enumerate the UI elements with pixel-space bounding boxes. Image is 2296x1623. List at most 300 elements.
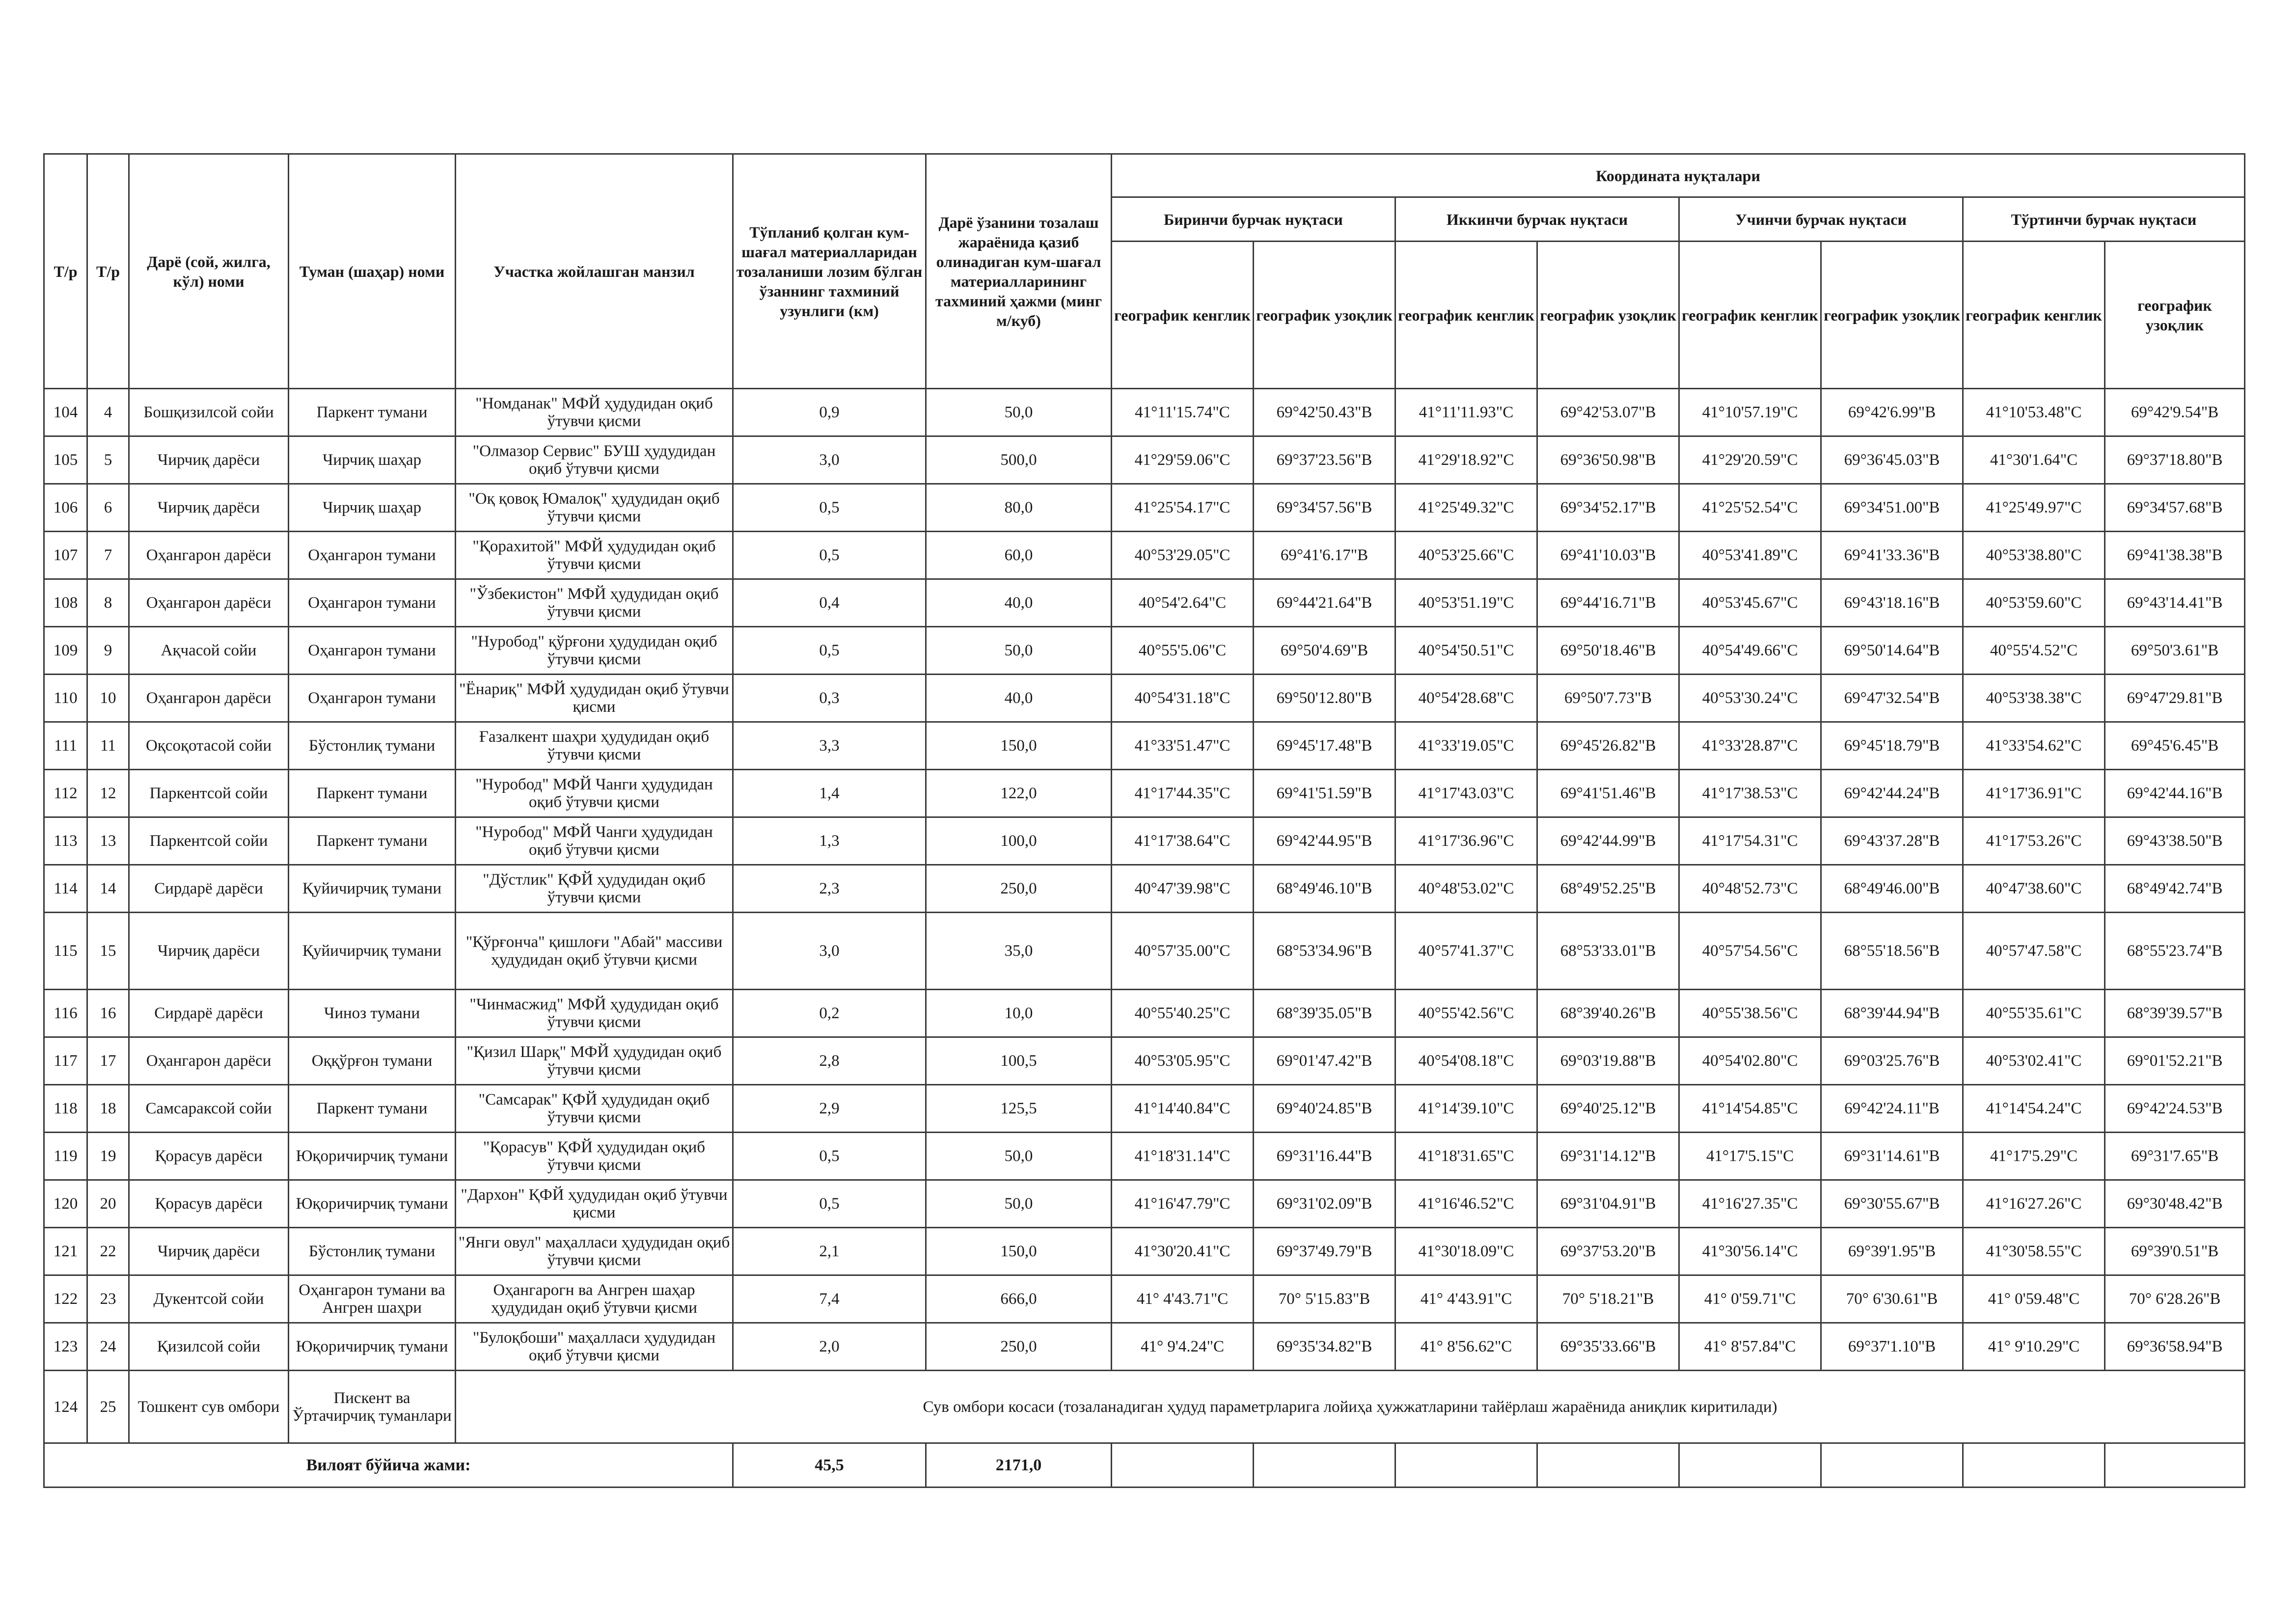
row-number: 113 — [44, 817, 87, 865]
point-1-lat: 41°14'40.84"С — [1112, 1085, 1254, 1133]
site-address: "Ўзбекистон" МФЙ ҳудудидан оқиб ўтувчи қисми — [456, 579, 733, 627]
row-number: 104 — [44, 389, 87, 436]
point-4-lat: 41°17'5.29"С — [1963, 1133, 2105, 1180]
table-row — [44, 1180, 2245, 1228]
length-km: 3,0 — [733, 436, 926, 484]
col-header-point-3: Учинчи бурчак нуқтаси — [1679, 197, 1963, 242]
river-name: Қорасув дарёси — [129, 1133, 289, 1180]
point-1-lon: 69°37'23.56"В — [1254, 436, 1395, 484]
point-2-lat: 41°16'46.52"С — [1395, 1180, 1537, 1228]
river-name: Чирчиқ дарёси — [129, 484, 289, 532]
point-1-lat: 40°54'31.18"С — [1112, 675, 1254, 722]
point-3-lat: 41°17'5.15"С — [1679, 1133, 1821, 1180]
table-row — [44, 990, 2245, 1037]
col-header-coords: Координата нуқталари — [1112, 154, 2245, 197]
site-address: "Қорахитой" МФЙ ҳудудидан оқиб ўтувчи қисми — [456, 532, 733, 579]
row-number: 119 — [44, 1133, 87, 1180]
point-4-lon: 69°50'3.61"В — [2105, 627, 2245, 675]
table-row — [44, 484, 2245, 532]
point-3-lat: 41°33'28.87"С — [1679, 722, 1821, 770]
point-3-lon: 69°34'51.00"В — [1821, 484, 1963, 532]
point-1-lon: 69°40'24.85"В — [1254, 1085, 1395, 1133]
district-name: Чирчиқ шаҳар — [289, 484, 456, 532]
point-3-lat: 41°29'20.59"С — [1679, 436, 1821, 484]
point-3-lon: 69°31'14.61"В — [1821, 1133, 1963, 1180]
row-subnumber: 7 — [87, 532, 129, 579]
point-4-lat: 40°55'4.52"С — [1963, 627, 2105, 675]
table-row — [44, 579, 2245, 627]
point-1-lon: 69°34'57.56"В — [1254, 484, 1395, 532]
point-1-lat: 41°16'47.79"С — [1112, 1180, 1254, 1228]
row-subnumber: 12 — [87, 770, 129, 817]
district-name: Оҳангарон тумани — [289, 532, 456, 579]
river-name: Самсараксой сойи — [129, 1085, 289, 1133]
table-row — [44, 1133, 2245, 1180]
point-2-lat: 40°54'50.51"С — [1395, 627, 1537, 675]
point-4-lat: 41°10'53.48"С — [1963, 389, 2105, 436]
point-4-lat: 40°53'59.60"С — [1963, 579, 2105, 627]
point-2-lon: 69°50'7.73"В — [1537, 675, 1679, 722]
col-header-lon: географик узоқлик — [1821, 242, 1963, 389]
table-row — [44, 1323, 2245, 1371]
point-1-lat: 40°55'40.25"С — [1112, 990, 1254, 1037]
point-1-lon: 69°44'21.64"В — [1254, 579, 1395, 627]
point-4-lon: 69°42'44.16"В — [2105, 770, 2245, 817]
point-3-lon: 69°50'14.64"В — [1821, 627, 1963, 675]
row-subnumber: 18 — [87, 1085, 129, 1133]
col-header-lon: географик узоқлик — [1254, 242, 1395, 389]
row-number: 111 — [44, 722, 87, 770]
length-km: 0,5 — [733, 532, 926, 579]
site-address: "Қорасув" ҚФЙ ҳудудидан оқиб ўтувчи қисми — [456, 1133, 733, 1180]
point-2-lon: 69°03'19.88"В — [1537, 1037, 1679, 1085]
point-4-lat: 40°57'47.58"С — [1963, 913, 2105, 990]
total-label: Вилоят бўйича жами: — [44, 1443, 733, 1488]
length-km: 7,4 — [733, 1275, 926, 1323]
row-subnumber: 14 — [87, 865, 129, 913]
col-header-tr1: Т/р — [44, 154, 87, 389]
volume-thousand-m3: 100,0 — [926, 817, 1112, 865]
total-empty-cell — [2105, 1443, 2245, 1488]
point-3-lat: 41°16'27.35"С — [1679, 1180, 1821, 1228]
point-2-lat: 40°53'51.19"С — [1395, 579, 1537, 627]
row-number: 109 — [44, 627, 87, 675]
point-4-lon: 69°34'57.68"В — [2105, 484, 2245, 532]
col-header-lat: географик кенглик — [1395, 242, 1537, 389]
point-3-lon: 68°49'46.00"В — [1821, 865, 1963, 913]
point-2-lon: 69°31'14.12"В — [1537, 1133, 1679, 1180]
point-4-lat: 40°53'38.80"С — [1963, 532, 2105, 579]
point-4-lon: 68°39'39.57"В — [2105, 990, 2245, 1037]
table-row — [44, 1275, 2245, 1323]
point-2-lon: 69°44'16.71"В — [1537, 579, 1679, 627]
district-name: Чирчиқ шаҳар — [289, 436, 456, 484]
point-1-lon: 68°39'35.05"В — [1254, 990, 1395, 1037]
volume-thousand-m3: 150,0 — [926, 722, 1112, 770]
length-km: 0,2 — [733, 990, 926, 1037]
point-3-lat: 41°14'54.85"С — [1679, 1085, 1821, 1133]
reservoir-row — [44, 1371, 2245, 1443]
point-3-lat: 40°53'45.67"С — [1679, 579, 1821, 627]
point-3-lon: 69°42'24.11"В — [1821, 1085, 1963, 1133]
row-subnumber: 17 — [87, 1037, 129, 1085]
point-3-lat: 41°10'57.19"С — [1679, 389, 1821, 436]
river-name: Оҳангарон дарёси — [129, 675, 289, 722]
row-subnumber: 23 — [87, 1275, 129, 1323]
col-header-lon: географик узоқлик — [1537, 242, 1679, 389]
row-subnumber: 22 — [87, 1228, 129, 1275]
total-empty-cell — [1537, 1443, 1679, 1488]
point-4-lon: 69°30'48.42"В — [2105, 1180, 2245, 1228]
river-name: Чирчиқ дарёси — [129, 1228, 289, 1275]
table-row — [44, 1228, 2245, 1275]
length-km: 2,8 — [733, 1037, 926, 1085]
point-3-lat: 40°48'52.73"С — [1679, 865, 1821, 913]
table-row — [44, 770, 2245, 817]
point-2-lat: 41°25'49.32"С — [1395, 484, 1537, 532]
point-3-lon: 69°39'1.95"В — [1821, 1228, 1963, 1275]
point-2-lon: 69°36'50.98"В — [1537, 436, 1679, 484]
district-name: Пискент ва Ўртачирчиқ туманлари — [289, 1371, 456, 1443]
table-row — [44, 532, 2245, 579]
site-address: "Қизил Шарқ" МФЙ ҳудудидан оқиб ўтувчи қисми — [456, 1037, 733, 1085]
point-3-lat: 41°17'54.31"С — [1679, 817, 1821, 865]
point-1-lon: 69°45'17.48"В — [1254, 722, 1395, 770]
point-2-lat: 41°29'18.92"С — [1395, 436, 1537, 484]
total-row — [44, 1443, 2245, 1488]
point-2-lat: 40°48'53.02"С — [1395, 865, 1537, 913]
site-address: "Оқ қовоқ Юмалоқ" ҳудудидан оқиб ўтувчи қисми — [456, 484, 733, 532]
point-4-lon: 68°49'42.74"В — [2105, 865, 2245, 913]
volume-thousand-m3: 40,0 — [926, 579, 1112, 627]
point-2-lat: 41°33'19.05"С — [1395, 722, 1537, 770]
point-4-lon: 69°31'7.65"В — [2105, 1133, 2245, 1180]
length-km: 0,5 — [733, 484, 926, 532]
col-header-volume: Дарё ўзанини тозалаш жараёнида қазиб олинадиган кум-шағал материалларининг тахминий ҳажми (минг м/куб) — [926, 154, 1112, 389]
district-name: Паркент тумани — [289, 817, 456, 865]
row-number: 116 — [44, 990, 87, 1037]
point-1-lat: 40°55'5.06"С — [1112, 627, 1254, 675]
district-name: Паркент тумани — [289, 770, 456, 817]
point-4-lon: 69°45'6.45"В — [2105, 722, 2245, 770]
point-4-lat: 41°17'53.26"С — [1963, 817, 2105, 865]
point-4-lat: 40°55'35.61"С — [1963, 990, 2105, 1037]
point-1-lon: 69°50'12.80"В — [1254, 675, 1395, 722]
length-km: 2,0 — [733, 1323, 926, 1371]
length-km: 2,3 — [733, 865, 926, 913]
point-3-lat: 40°53'30.24"С — [1679, 675, 1821, 722]
point-3-lon: 69°36'45.03"В — [1821, 436, 1963, 484]
district-name: Бўстонлиқ тумани — [289, 722, 456, 770]
point-3-lat: 40°57'54.56"С — [1679, 913, 1821, 990]
volume-thousand-m3: 10,0 — [926, 990, 1112, 1037]
point-3-lon: 69°42'44.24"В — [1821, 770, 1963, 817]
river-name: Дукентсой сойи — [129, 1275, 289, 1323]
site-address: "Дўстлик" ҚФЙ ҳудудидан оқиб ўтувчи қисми — [456, 865, 733, 913]
district-name: Оҳангарон тумани — [289, 675, 456, 722]
point-3-lon: 69°47'32.54"В — [1821, 675, 1963, 722]
row-number: 108 — [44, 579, 87, 627]
volume-thousand-m3: 60,0 — [926, 532, 1112, 579]
point-1-lat: 41°33'51.47"С — [1112, 722, 1254, 770]
point-4-lon: 69°42'9.54"В — [2105, 389, 2245, 436]
point-1-lat: 40°57'35.00"С — [1112, 913, 1254, 990]
length-km: 0,3 — [733, 675, 926, 722]
row-subnumber: 13 — [87, 817, 129, 865]
col-header-lon: географик узоқлик — [2105, 242, 2245, 389]
point-1-lat: 40°53'29.05"С — [1112, 532, 1254, 579]
point-1-lon: 69°50'4.69"В — [1254, 627, 1395, 675]
point-3-lon: 69°30'55.67"В — [1821, 1180, 1963, 1228]
point-4-lon: 69°36'58.94"В — [2105, 1323, 2245, 1371]
point-2-lon: 69°31'04.91"В — [1537, 1180, 1679, 1228]
table-row — [44, 627, 2245, 675]
river-name: Қизилсой сойи — [129, 1323, 289, 1371]
point-3-lon: 69°37'1.10"В — [1821, 1323, 1963, 1371]
row-subnumber: 19 — [87, 1133, 129, 1180]
point-2-lat: 41° 8'56.62"С — [1395, 1323, 1537, 1371]
point-4-lon: 68°55'23.74"В — [2105, 913, 2245, 990]
district-name: Чиноз тумани — [289, 990, 456, 1037]
point-1-lat: 40°47'39.98"С — [1112, 865, 1254, 913]
table-body — [44, 389, 2245, 1488]
length-km: 0,4 — [733, 579, 926, 627]
row-subnumber: 25 — [87, 1371, 129, 1443]
point-3-lon: 69°41'33.36"В — [1821, 532, 1963, 579]
col-header-tr2: Т/р — [87, 154, 129, 389]
site-address: Ғазалкент шаҳри ҳудудидан оқиб ўтувчи қисми — [456, 722, 733, 770]
row-subnumber: 20 — [87, 1180, 129, 1228]
point-1-lon: 69°37'49.79"В — [1254, 1228, 1395, 1275]
volume-thousand-m3: 40,0 — [926, 675, 1112, 722]
point-1-lon: 69°41'51.59"В — [1254, 770, 1395, 817]
row-number: 117 — [44, 1037, 87, 1085]
volume-thousand-m3: 100,5 — [926, 1037, 1112, 1085]
point-4-lat: 41°30'1.64"С — [1963, 436, 2105, 484]
length-km: 0,5 — [733, 1133, 926, 1180]
row-subnumber: 8 — [87, 579, 129, 627]
point-4-lon: 69°39'0.51"В — [2105, 1228, 2245, 1275]
district-name: Оҳангарон тумани ва Ангрен шаҳри — [289, 1275, 456, 1323]
table-row — [44, 913, 2245, 990]
point-1-lat: 41°30'20.41"С — [1112, 1228, 1254, 1275]
point-3-lon: 68°39'44.94"В — [1821, 990, 1963, 1037]
point-3-lon: 69°43'18.16"В — [1821, 579, 1963, 627]
total-empty-cell — [1679, 1443, 1821, 1488]
volume-thousand-m3: 122,0 — [926, 770, 1112, 817]
site-address: Оҳангарогн ва Ангрен шаҳар ҳудудидан оқиб ўтувчи қисми — [456, 1275, 733, 1323]
point-3-lat: 40°53'41.89"С — [1679, 532, 1821, 579]
row-subnumber: 11 — [87, 722, 129, 770]
row-number: 112 — [44, 770, 87, 817]
total-empty-cell — [1254, 1443, 1395, 1488]
volume-thousand-m3: 125,5 — [926, 1085, 1112, 1133]
site-address: "Самсарак" ҚФЙ ҳудудидан оқиб ўтувчи қисми — [456, 1085, 733, 1133]
point-3-lon: 70° 6'30.61"В — [1821, 1275, 1963, 1323]
row-number: 107 — [44, 532, 87, 579]
point-2-lat: 40°57'41.37"С — [1395, 913, 1537, 990]
row-subnumber: 6 — [87, 484, 129, 532]
row-number: 114 — [44, 865, 87, 913]
col-header-lat: географик кенглик — [1112, 242, 1254, 389]
river-name: Тошкент сув омбори — [129, 1371, 289, 1443]
point-3-lat: 41°30'56.14"С — [1679, 1228, 1821, 1275]
volume-thousand-m3: 666,0 — [926, 1275, 1112, 1323]
col-header-district: Туман (шаҳар) номи — [289, 154, 456, 389]
volume-thousand-m3: 35,0 — [926, 913, 1112, 990]
site-address: "Булоқбоши" маҳалласи ҳудудидан оқиб ўтувчи қисми — [456, 1323, 733, 1371]
point-4-lat: 41°16'27.26"С — [1963, 1180, 2105, 1228]
point-2-lon: 69°37'53.20"В — [1537, 1228, 1679, 1275]
district-name: Паркент тумани — [289, 389, 456, 436]
length-km: 1,4 — [733, 770, 926, 817]
point-3-lat: 41° 0'59.71"С — [1679, 1275, 1821, 1323]
point-4-lat: 41° 0'59.48"С — [1963, 1275, 2105, 1323]
point-4-lon: 70° 6'28.26"В — [2105, 1275, 2245, 1323]
row-number: 121 — [44, 1228, 87, 1275]
point-1-lon: 70° 5'15.83"В — [1254, 1275, 1395, 1323]
point-2-lat: 40°53'25.66"С — [1395, 532, 1537, 579]
row-subnumber: 4 — [87, 389, 129, 436]
district-name: Паркент тумани — [289, 1085, 456, 1133]
river-name: Оҳангарон дарёси — [129, 532, 289, 579]
site-address: "Қўрғонча" қишлоғи "Абай" массиви ҳудудидан оқиб ўтувчи қисми — [456, 913, 733, 990]
point-2-lon: 68°39'40.26"В — [1537, 990, 1679, 1037]
col-header-length: Тўпланиб қолган кум-шағал материалларидан тозаланиши лозим бўлган ўзаннинг тахминий узунлиги (км) — [733, 154, 926, 389]
point-4-lon: 69°47'29.81"В — [2105, 675, 2245, 722]
point-3-lat: 40°54'49.66"С — [1679, 627, 1821, 675]
point-1-lat: 41°17'44.35"С — [1112, 770, 1254, 817]
site-address: "Дархон" ҚФЙ ҳудудидан оқиб ўтувчи қисми — [456, 1180, 733, 1228]
district-name: Оҳангарон тумани — [289, 579, 456, 627]
total-empty-cell — [1112, 1443, 1254, 1488]
col-header-point-2: Иккинчи бурчак нуқтаси — [1395, 197, 1679, 242]
point-1-lon: 69°42'44.95"В — [1254, 817, 1395, 865]
row-number: 110 — [44, 675, 87, 722]
col-header-river: Дарё (сой, жилга, кўл) номи — [129, 154, 289, 389]
table-row — [44, 817, 2245, 865]
length-km: 0,5 — [733, 1180, 926, 1228]
row-subnumber: 24 — [87, 1323, 129, 1371]
volume-thousand-m3: 50,0 — [926, 627, 1112, 675]
point-4-lon: 69°43'38.50"В — [2105, 817, 2245, 865]
point-2-lon: 69°35'33.66"В — [1537, 1323, 1679, 1371]
volume-thousand-m3: 250,0 — [926, 865, 1112, 913]
point-3-lat: 41°17'38.53"С — [1679, 770, 1821, 817]
site-address: "Олмазор Сервис" БУШ ҳудудидан оқиб ўтувчи қисми — [456, 436, 733, 484]
total-empty-cell — [1963, 1443, 2105, 1488]
point-2-lat: 41° 4'43.91"С — [1395, 1275, 1537, 1323]
site-address: "Нуробод" қўрғони ҳудудидан оқиб ўтувчи қисми — [456, 627, 733, 675]
point-2-lat: 41°18'31.65"С — [1395, 1133, 1537, 1180]
col-header-lat: географик кенглик — [1679, 242, 1821, 389]
table-row — [44, 1037, 2245, 1085]
point-3-lat: 40°55'38.56"С — [1679, 990, 1821, 1037]
length-km: 2,1 — [733, 1228, 926, 1275]
length-km: 1,3 — [733, 817, 926, 865]
point-3-lat: 41° 8'57.84"С — [1679, 1323, 1821, 1371]
point-2-lat: 41°30'18.09"С — [1395, 1228, 1537, 1275]
point-2-lat: 41°11'11.93"С — [1395, 389, 1537, 436]
row-subnumber: 16 — [87, 990, 129, 1037]
point-1-lon: 68°49'46.10"В — [1254, 865, 1395, 913]
district-name: Оққўрғон тумани — [289, 1037, 456, 1085]
point-2-lat: 41°17'36.96"С — [1395, 817, 1537, 865]
row-subnumber: 15 — [87, 913, 129, 990]
district-name: Бўстонлиқ тумани — [289, 1228, 456, 1275]
point-2-lat: 41°14'39.10"С — [1395, 1085, 1537, 1133]
point-4-lat: 41°14'54.24"С — [1963, 1085, 2105, 1133]
volume-thousand-m3: 500,0 — [926, 436, 1112, 484]
district-name: Қуйичирчиқ тумани — [289, 865, 456, 913]
point-4-lon: 69°01'52.21"В — [2105, 1037, 2245, 1085]
river-name: Чирчиқ дарёси — [129, 436, 289, 484]
col-header-lat: географик кенглик — [1963, 242, 2105, 389]
table-row — [44, 389, 2245, 436]
river-name: Паркентсой сойи — [129, 817, 289, 865]
point-1-lon: 69°35'34.82"В — [1254, 1323, 1395, 1371]
point-2-lon: 69°40'25.12"В — [1537, 1085, 1679, 1133]
table-row — [44, 865, 2245, 913]
site-address: "Янги овул" маҳалласи ҳудудидан оқиб ўтувчи қисми — [456, 1228, 733, 1275]
point-1-lon: 69°01'47.42"В — [1254, 1037, 1395, 1085]
point-1-lon: 69°31'02.09"В — [1254, 1180, 1395, 1228]
point-1-lat: 41°18'31.14"С — [1112, 1133, 1254, 1180]
total-empty-cell — [1395, 1443, 1537, 1488]
point-2-lon: 69°41'51.46"В — [1537, 770, 1679, 817]
point-2-lat: 40°54'28.68"С — [1395, 675, 1537, 722]
site-address: "Нуробод" МФЙ Чанги ҳудудидан оқиб ўтувчи қисми — [456, 817, 733, 865]
site-address: "Ёнариқ" МФЙ ҳудудидан оқиб ўтувчи қисми — [456, 675, 733, 722]
reservoir-note: Сув омбори косаси (тозаланадиган ҳудуд параметрларига лойиҳа ҳужжатларини тайёрлаш жараёнида аниқлик киритилади) — [456, 1371, 2245, 1443]
point-1-lat: 41°11'15.74"С — [1112, 389, 1254, 436]
volume-thousand-m3: 50,0 — [926, 389, 1112, 436]
row-number: 122 — [44, 1275, 87, 1323]
table-row — [44, 722, 2245, 770]
point-3-lon: 69°42'6.99"В — [1821, 389, 1963, 436]
table-row — [44, 675, 2245, 722]
point-2-lon: 68°49'52.25"В — [1537, 865, 1679, 913]
district-name: Оҳангарон тумани — [289, 627, 456, 675]
point-4-lon: 69°41'38.38"В — [2105, 532, 2245, 579]
point-1-lat: 41° 4'43.71"С — [1112, 1275, 1254, 1323]
site-address: "Номданак" МФЙ ҳудудидан оқиб ўтувчи қисми — [456, 389, 733, 436]
total-volume: 2171,0 — [926, 1443, 1112, 1488]
row-number: 118 — [44, 1085, 87, 1133]
point-2-lon: 69°42'53.07"В — [1537, 389, 1679, 436]
point-3-lon: 69°43'37.28"В — [1821, 817, 1963, 865]
point-1-lat: 41°17'38.64"С — [1112, 817, 1254, 865]
total-length: 45,5 — [733, 1443, 926, 1488]
volume-thousand-m3: 250,0 — [926, 1323, 1112, 1371]
point-2-lat: 40°55'42.56"С — [1395, 990, 1537, 1037]
point-2-lon: 69°45'26.82"В — [1537, 722, 1679, 770]
coordinates-table — [43, 153, 2245, 1488]
point-4-lat: 41°25'49.97"С — [1963, 484, 2105, 532]
row-subnumber: 10 — [87, 675, 129, 722]
river-name: Қорасув дарёси — [129, 1180, 289, 1228]
table-row — [44, 436, 2245, 484]
col-header-point-1: Биринчи бурчак нуқтаси — [1112, 197, 1395, 242]
point-1-lon: 69°31'16.44"В — [1254, 1133, 1395, 1180]
point-2-lon: 69°50'18.46"В — [1537, 627, 1679, 675]
point-2-lon: 69°42'44.99"В — [1537, 817, 1679, 865]
point-3-lat: 41°25'52.54"С — [1679, 484, 1821, 532]
length-km: 2,9 — [733, 1085, 926, 1133]
site-address: "Нуробод" МФЙ Чанги ҳудудидан оқиб ўтувчи қисми — [456, 770, 733, 817]
point-2-lon: 68°53'33.01"В — [1537, 913, 1679, 990]
point-3-lon: 69°45'18.79"В — [1821, 722, 1963, 770]
